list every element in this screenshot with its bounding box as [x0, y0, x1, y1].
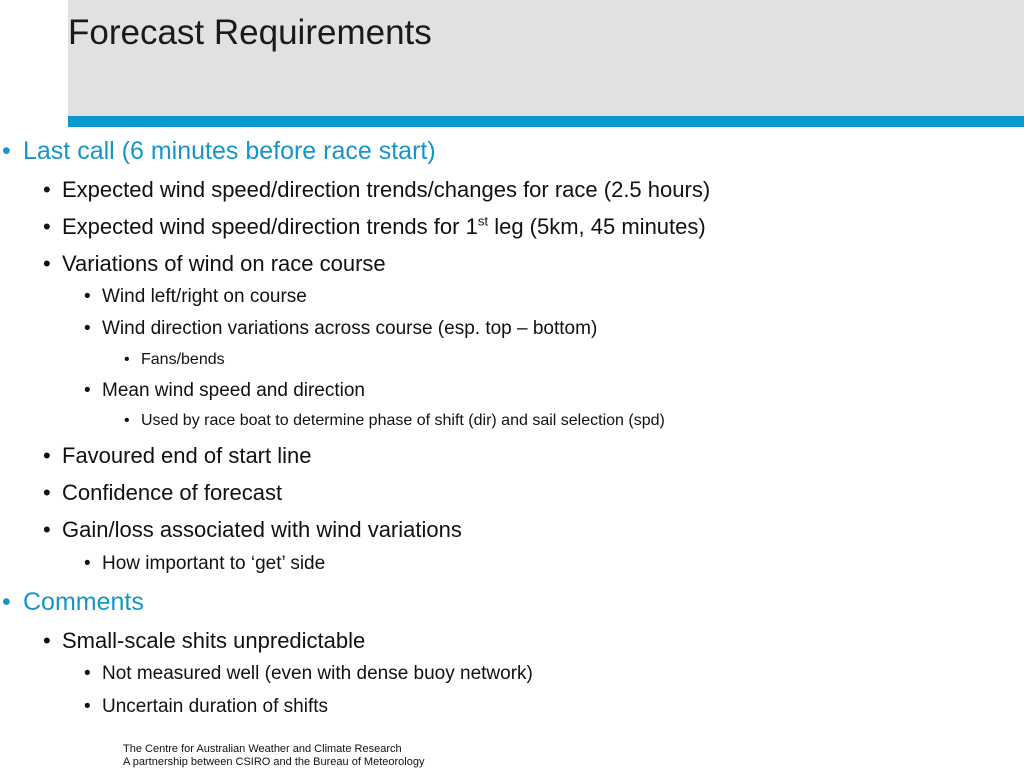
bullet-text: Small-scale shits unpredictable [62, 628, 366, 653]
list-item [43, 443, 311, 469]
ordinal-superscript: st [477, 213, 489, 229]
bullet-icon: • [43, 517, 51, 542]
bullet-text: Wind direction variations across course (esp. top – bottom) [102, 318, 598, 339]
bullet-icon: • [84, 553, 91, 574]
list-item [43, 628, 365, 654]
bullet-icon: • [124, 351, 130, 368]
bullet-text: Used by race boat to determine phase of shift (dir) and sail selection (spd) [141, 412, 665, 429]
list-item [43, 480, 282, 506]
list-item [84, 380, 365, 402]
bullet-icon: • [124, 412, 130, 429]
list-item [84, 318, 597, 340]
list-item [84, 553, 325, 575]
bullet-text: Not measured well (even with dense buoy network) [102, 663, 533, 684]
bullet-icon: • [43, 443, 51, 468]
list-item [43, 517, 462, 543]
list-item [124, 351, 225, 369]
footer-line: A partnership between CSIRO and the Bureau of Meteorology [123, 756, 425, 768]
bullet-icon: • [2, 588, 11, 616]
bullet-text: Fans/bends [141, 351, 225, 368]
bullet-icon: • [84, 286, 91, 307]
bullet-icon: • [84, 663, 91, 684]
bullet-text: Confidence of forecast [62, 480, 283, 505]
bullet-text: How important to ‘get’ side [102, 553, 326, 574]
section-heading-comments [2, 588, 144, 617]
list-item [43, 251, 386, 277]
bullet-icon: • [2, 137, 11, 165]
list-item [84, 663, 533, 685]
bullet-icon: • [43, 214, 51, 239]
bullet-text: Uncertain duration of shifts [102, 696, 329, 717]
footer [123, 743, 424, 768]
list-item [43, 214, 706, 240]
bullet-icon: • [84, 318, 91, 339]
bullet-text: Expected wind speed/direction trends/changes for race (2.5 hours) [62, 177, 711, 202]
bullet-text: Wind left/right on course [102, 286, 307, 307]
list-item [84, 286, 307, 308]
footer-line: The Centre for Australian Weather and Climate Research [123, 743, 402, 755]
bullet-icon: • [84, 380, 91, 401]
bullet-icon: • [43, 177, 51, 202]
bullet-text: Last call (6 minutes before race start) [23, 137, 436, 165]
bullet-icon: • [43, 251, 51, 276]
bullet-icon: • [43, 480, 51, 505]
bullet-text: Favoured end of start line [62, 443, 312, 468]
bullet-icon: • [84, 696, 91, 717]
list-item [84, 696, 328, 718]
bullet-text-pre: Expected wind speed/direction trends for 1 [62, 214, 478, 239]
bullet-icon: • [43, 628, 51, 653]
section-heading-last-call [2, 137, 436, 166]
accent-bar [68, 116, 1024, 127]
list-item [124, 412, 665, 430]
bullet-text: Gain/loss associated with wind variations [62, 517, 462, 542]
bullet-text: Comments [23, 588, 144, 616]
bullet-text: Mean wind speed and direction [102, 380, 366, 401]
list-item [43, 177, 710, 203]
slide-title: Forecast Requirements [68, 13, 432, 52]
bullet-text-post: leg (5km, 45 minutes) [488, 214, 706, 239]
bullet-text: Variations of wind on race course [62, 251, 386, 276]
